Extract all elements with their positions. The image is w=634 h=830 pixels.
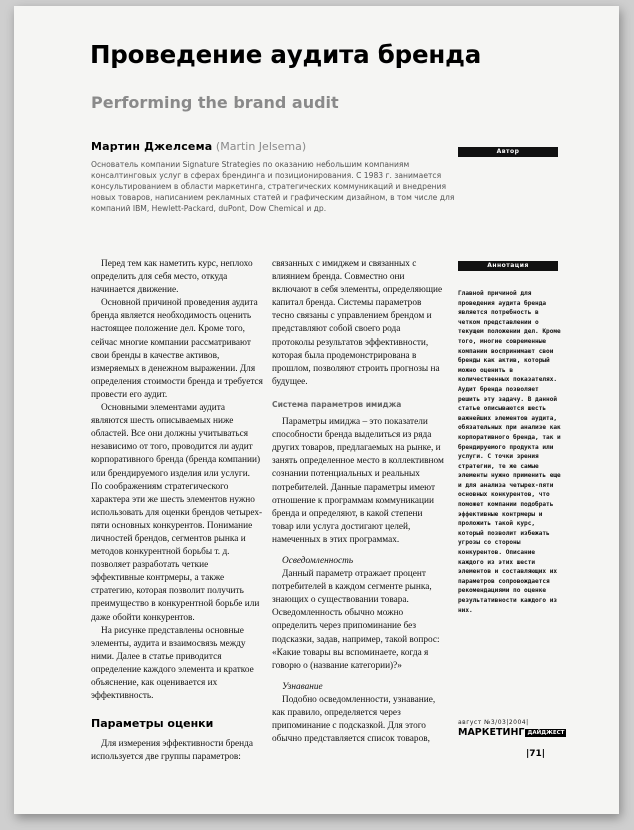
magazine-badge: ДАЙДЖЕСТ bbox=[527, 729, 565, 736]
paragraph: Основными элементами аудита являются шесть описываемых ниже областей. Все они должны учитываться независимо от того, проводится ли аудит корпоративного бренда (бренда компании) или брендируемого изделия или услуги. По соображениям стратегического характера эти же шесть элементов нужно использовать для оценки брендов четырех-пяти основных конкурентов. Понимание личностей брендов, сегментов рынка и методов конкурентной борьбы т. д. позволяет разработать четкие эффективные контрмеры, а также стратегию, которая позволит получить преимущество в конкурентной борьбе или даже обойти конкурентов. bbox=[91, 403, 263, 623]
author-latin-name: (Martin Jelsema) bbox=[215, 140, 307, 153]
author-tab: Автор bbox=[458, 147, 558, 157]
paragraph: Перед тем как наметить курс, неплохо определить для себя место, откуда начинается движение. bbox=[91, 259, 253, 296]
paragraph: Данный параметр отражает процент потребителей в каждом сегменте рынка, знающих о существовании товара. Осведомленность обычно можно определить через припоминание без подсказки, задав, например, такой вопрос: «Какие товары вы вспоминаете, когда я говорю о (название категории)?» bbox=[272, 569, 440, 671]
page-number: |71| bbox=[526, 749, 546, 759]
body-column-2 bbox=[272, 258, 444, 746]
author-line bbox=[91, 140, 306, 153]
paragraph: На рисунке представлены основные элементы, аудита и взаимосвязь между ними. Далее в статье приводится определение каждого элемента и краткое объяснение, как оценивается их эффективность. bbox=[91, 625, 254, 702]
magazine-name: МАРКЕТИНГ bbox=[458, 727, 525, 738]
issue-line: август №3/03|2004| bbox=[458, 719, 529, 726]
paragraph: Основной причиной проведения аудита бренда является необходимость оценить настоящее положение дел. Кроме того, сейчас многие компании рассматривают свои бренды в качестве активов, измеряемых в денежном выражении. Для определения стоимости бренда и требуется провести его аудит. bbox=[91, 298, 263, 400]
article-subtitle: Performing the brand audit bbox=[91, 93, 339, 112]
body-column-1 bbox=[91, 258, 263, 764]
magazine-logo bbox=[458, 727, 566, 738]
subsection-heading: Система параметров имиджа bbox=[272, 399, 402, 409]
paragraph: связанных с имиджем и связанных с влиянием бренда. Совместно они включают в себя элементы, определяющие капитал бренда. Системы параметров тесно связаны с управлением брендом и представляют собой своего рода протоколы результатов эффективности, которая была продемонстрирована в прошлом, позволяют строить прогнозы на будущее. bbox=[272, 259, 443, 387]
section-heading: Параметры оценки bbox=[91, 717, 214, 731]
abstract-tab: Аннотация bbox=[458, 261, 558, 271]
article-title: Проведение аудита бренда bbox=[90, 40, 482, 69]
paragraph: Подобно осведомленности, узнавание, как правило, определяется через припоминание с подсказкой. Для этого обычно представляется список товаров, bbox=[272, 694, 436, 745]
author-bio: Основатель компании Signature Strategies по оказанию небольшим компаниям консалтинговых услуг в сферах брендинга и позиционирования. С 1983 г. занимается консультированием в области маркетинга, стратегических коммуникаций и внедрения новых товаров, написанием рекламных статей и графическим дизайном, в том числе для компаний IBM, Hewlett-Packard, duPont, Dow Chemical и др. bbox=[91, 160, 455, 213]
subheading-awareness: Осведомленность bbox=[282, 555, 354, 566]
magazine-page bbox=[14, 6, 619, 814]
author-name: Мартин Джелсема bbox=[91, 140, 213, 153]
abstract-text: Главной причиной для проведения аудита бренда является потребность в четком представлении о текущем положении дел. Кроме того, многие современные компании воспринимают свои бренды как актив, который можно оценить в количественных показателях. Аудит бренда позволяет решить эту задачу. В данной статье описываются шесть важнейших элементов аудита, обязательных при анализе как корпоративного бренда, так и брендируемого продукта или услуги. С точки зрения стратегии, те же самые элементы нужно применить еще и для анализа четырех-пяти основных конкурентов, что поможет компании подобрать эффективные контрмеры и проложить такой курс, который позволит избежать угрозы со стороны конкурентов. Описание каждого из этих шести элементов и составляющих их параметров сопровождается рекомендациями по оценке результативности каждого из них. bbox=[458, 290, 561, 614]
paragraph: Для измерения эффективности бренда используется две группы параметров: bbox=[91, 739, 253, 763]
paragraph: Параметры имиджа – это показатели способности бренда выделиться из ряда других товаров, предлагаемых на рынке, и занять определенное место в коллективном сознании потенциальных и реальных потребителей. Данные параметры имеют отношение к программам коммуникации бренда и определяют, в какой степени товар или услуга достигают целей, намеченных в этих программах. bbox=[272, 417, 444, 545]
subheading-recognition: Узнавание bbox=[282, 681, 323, 692]
